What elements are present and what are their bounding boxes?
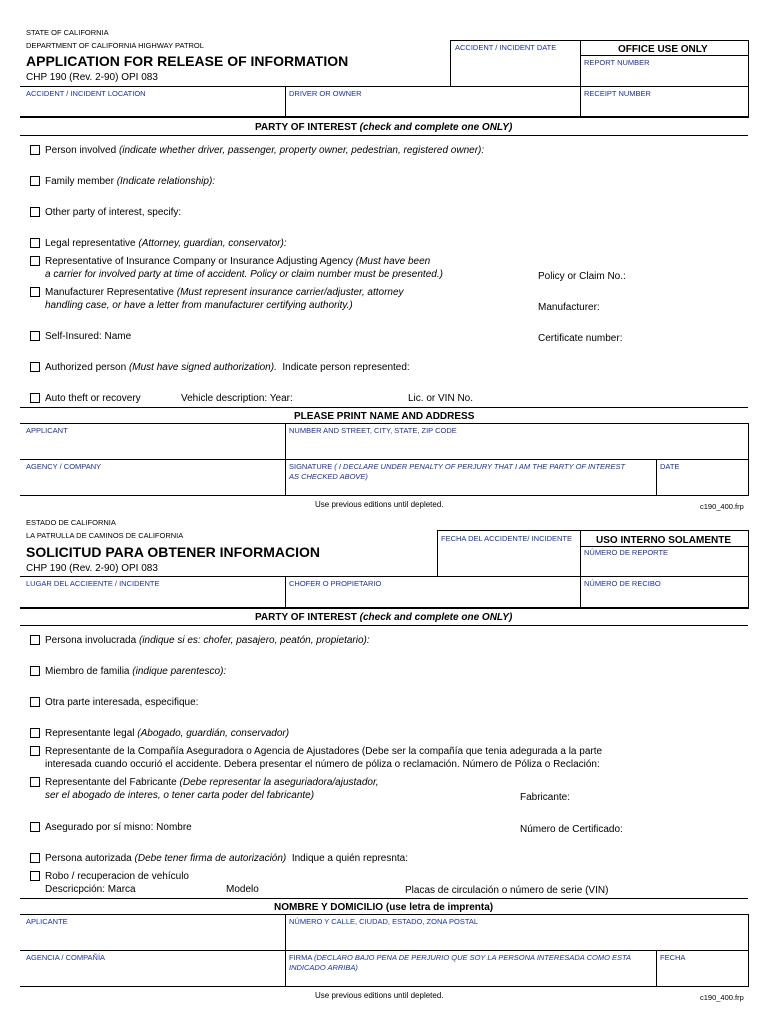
receipt-number-field-es[interactable] — [581, 589, 747, 606]
option-insurance-line2: a carrier for involved party at time of accident. Policy or claim number must be presented.) — [45, 269, 443, 280]
checkbox-asegurado[interactable] — [30, 822, 40, 832]
accident-date-label: ACCIDENT / INCIDENT DATE — [455, 43, 557, 52]
footer-note: Use previous editions until depleted. — [315, 500, 444, 509]
checkbox-authorized-person[interactable] — [30, 362, 40, 372]
print-heading: PLEASE PRINT NAME AND ADDRESS — [294, 411, 475, 422]
numero-certificado-label: Número de Certificado: — [520, 824, 623, 835]
date-label-es: FECHA — [660, 953, 686, 962]
address-field-es[interactable] — [286, 927, 747, 949]
applicant-field[interactable] — [21, 436, 284, 458]
report-number-label-es: NÚMERO DE REPORTE — [584, 548, 669, 557]
driver-owner-field[interactable] — [286, 99, 579, 115]
checkbox-person-involved[interactable] — [30, 145, 40, 155]
signature-label-es: FIRMA (DECLARO BAJO PENA DE PERJURIO QUE SOY LA PERSONA INTERESADA COMO ESTA — [289, 953, 632, 962]
address-label-es: NÚMERO Y CALLE, CIUDAD, ESTADO, ZONA POSTAL — [289, 917, 479, 926]
checkbox-auto-theft[interactable] — [30, 393, 40, 403]
option-asegurado: Asegurado por sí misno: Nombre — [45, 822, 192, 833]
accident-date-field-es[interactable] — [438, 545, 579, 575]
option-fabricante: Representante del Fabricante (Debe representar la aseguriadora/ajustador, — [45, 777, 379, 788]
manufacturer-label: Manufacturer: — [538, 302, 600, 313]
option-fabricante-line2: ser el abogado de interes, o tener carta poder del fabricante) — [45, 790, 315, 801]
agency-line-2-es: LA PATRULLA DE CAMINOS DE CALIFORNIA — [26, 531, 184, 540]
signature-field-es[interactable] — [286, 973, 655, 985]
policy-claim-label: Policy or Claim No.: — [538, 271, 626, 282]
report-number-field[interactable] — [581, 68, 747, 84]
option-insurance-representative: Representative of Insurance Company or Insurance Adjusting Agency (Must have been — [45, 256, 431, 267]
receipt-number-label: RECEIPT NUMBER — [584, 89, 651, 98]
option-persona-autorizada: Persona autorizada (Debe tener firma de autorización) Indique a quién represnta: — [45, 853, 409, 864]
form-number: CHP 190 (Rev. 2-90) OPI 083 — [26, 72, 158, 83]
driver-owner-label: DRIVER OR OWNER — [289, 89, 362, 98]
signature-note-line2-es: INDICADO ARRIBA) — [289, 963, 358, 972]
checkbox-fabricante[interactable] — [30, 777, 40, 787]
option-family-member: Family member (Indicate relationship): — [45, 176, 216, 187]
certificate-number-label: Certificate number: — [538, 333, 623, 344]
receipt-number-field[interactable] — [581, 99, 747, 115]
checkbox-insurance-representative[interactable] — [30, 256, 40, 266]
checkbox-representante-legal[interactable] — [30, 728, 40, 738]
option-robo: Robo / recuperacion de vehículo — [45, 871, 189, 882]
checkbox-family-member[interactable] — [30, 176, 40, 186]
option-aseguradora: Representante de la Compañía Aseguradora o Agencia de Ajustadores (Debe ser la compañía que tenia adegurada a la parte — [45, 746, 603, 757]
checkbox-miembro-familia[interactable] — [30, 666, 40, 676]
option-miembro-familia: Miembro de familia (indique parentesco): — [45, 666, 227, 677]
checkbox-aseguradora[interactable] — [30, 746, 40, 756]
signature-label: SIGNATURE ( I DECLARE UNDER PENALTY OF PERJURY THAT I AM THE PARTY OF INTEREST — [289, 462, 626, 471]
accident-date-label-es: FECHA DEL ACCIDENTE/ INCIDENTE — [441, 534, 572, 543]
agency-company-field-es[interactable] — [21, 963, 284, 985]
vehicle-description-label: Vehicle description: Year: — [181, 393, 293, 404]
option-manufacturer-representative: Manufacturer Representative (Must represent insurance carrier/adjuster, attorney — [45, 287, 404, 298]
address-field[interactable] — [286, 436, 747, 458]
form-number-es: CHP 190 (Rev. 2-90) OPI 083 — [26, 563, 158, 574]
option-authorized-person: Authorized person (Must have signed authorization). Indicate person represented: — [45, 362, 410, 373]
page-title: APPLICATION FOR RELEASE OF INFORMATION — [26, 53, 349, 69]
signature-note-line2: AS CHECKED ABOVE) — [289, 472, 368, 481]
office-use-label: OFFICE USE ONLY — [618, 44, 708, 55]
receipt-number-label-es: NÚMERO DE RECIBO — [584, 579, 661, 588]
footer-note-es: Use previous editions until depleted. — [315, 991, 444, 1000]
address-label: NUMBER AND STREET, CITY, STATE, ZIP CODE — [289, 426, 457, 435]
driver-owner-field-es[interactable] — [286, 589, 579, 606]
modelo-label: Modelo — [226, 884, 259, 895]
date-label: DATE — [660, 462, 680, 471]
location-field[interactable] — [21, 99, 284, 115]
party-heading-es: PARTY OF INTEREST (check and complete one ONLY) — [255, 612, 513, 623]
driver-owner-label-es: CHOFER O PROPIETARIO — [289, 579, 382, 588]
option-representante-legal: Representante legal (Abogado, guardián, conservador) — [45, 728, 290, 739]
checkbox-other-party[interactable] — [30, 207, 40, 217]
option-auto-theft: Auto theft or recovery — [45, 393, 141, 404]
checkbox-self-insured[interactable] — [30, 331, 40, 341]
option-person-involved: Person involved (indicate whether driver, passenger, property owner, pedestrian, registered owner): — [45, 145, 485, 156]
option-persona-involucrada: Persona involucrada (indique si es: chofer, pasajero, peatón, propietario): — [45, 635, 370, 646]
applicant-label: APPLICANT — [26, 426, 68, 435]
checkbox-otra-parte[interactable] — [30, 697, 40, 707]
option-self-insured: Self-Insured: Name — [45, 331, 132, 342]
location-label: ACCIDENT / INCIDENT LOCATION — [26, 89, 146, 98]
lic-vin-label: Lic. or VIN No. — [408, 393, 474, 404]
agency-line-2: DEPARTMENT OF CALIFORNIA HIGHWAY PATROL — [26, 41, 204, 50]
print-heading-es: NOMBRE Y DOMICILIO (use letra de imprenta) — [274, 902, 494, 913]
option-otra-parte: Otra parte interesada, especifique: — [45, 697, 199, 708]
date-field[interactable] — [657, 472, 747, 494]
date-field-es[interactable] — [657, 963, 747, 985]
office-use-label-es: USO INTERNO SOLAMENTE — [596, 535, 732, 546]
applicant-label-es: APLICANTE — [26, 917, 68, 926]
checkbox-persona-autorizada[interactable] — [30, 853, 40, 863]
signature-field[interactable] — [286, 482, 655, 494]
option-aseguradora-line2: interesada cuando occurió el accidente. Debera presentar el número de póliza o reclamación. Número de Póliza o Reclación: — [45, 759, 600, 770]
checkbox-robo[interactable] — [30, 871, 40, 881]
fabricante-label: Fabricante: — [520, 792, 571, 803]
file-reference: c190_400.frp — [700, 502, 744, 511]
agency-company-label: AGENCY / COMPANY — [26, 462, 102, 471]
agency-company-field[interactable] — [21, 472, 284, 494]
report-number-field-es[interactable] — [581, 558, 747, 574]
party-heading: PARTY OF INTEREST (check and complete one ONLY) — [255, 122, 513, 133]
checkbox-manufacturer-representative[interactable] — [30, 287, 40, 297]
report-number-label: REPORT NUMBER — [584, 58, 650, 67]
checkbox-persona-involucrada[interactable] — [30, 635, 40, 645]
page-title-es: SOLICITUD PARA OBTENER INFORMACION — [26, 544, 320, 560]
option-manufacturer-line2: handling case, or have a letter from manufacturer certifying authority.) — [45, 300, 353, 311]
option-robo-line2: Descricpción: Marca — [45, 884, 136, 895]
option-legal-representative: Legal representative (Attorney, guardian, conservator): — [45, 238, 287, 249]
agency-company-label-es: AGENCIA / COMPAÑÍA — [26, 953, 106, 962]
placas-label: Placas de circulación o número de serie (VIN) — [405, 885, 609, 896]
location-label-es: LUGAR DEL ACCIEENTE / INCIDENTE — [26, 579, 160, 588]
checkbox-legal-representative[interactable] — [30, 238, 40, 248]
option-other-party: Other party of interest, specify: — [45, 207, 182, 218]
agency-line-1: STATE OF CALIFORNIA — [26, 28, 109, 37]
file-reference-es: c190_400.frp — [700, 993, 744, 1002]
location-field-es[interactable] — [21, 589, 284, 606]
applicant-field-es[interactable] — [21, 927, 284, 949]
agency-line-1-es: ESTADO DE CALIFORNIA — [26, 518, 116, 527]
accident-date-field[interactable] — [451, 54, 579, 84]
